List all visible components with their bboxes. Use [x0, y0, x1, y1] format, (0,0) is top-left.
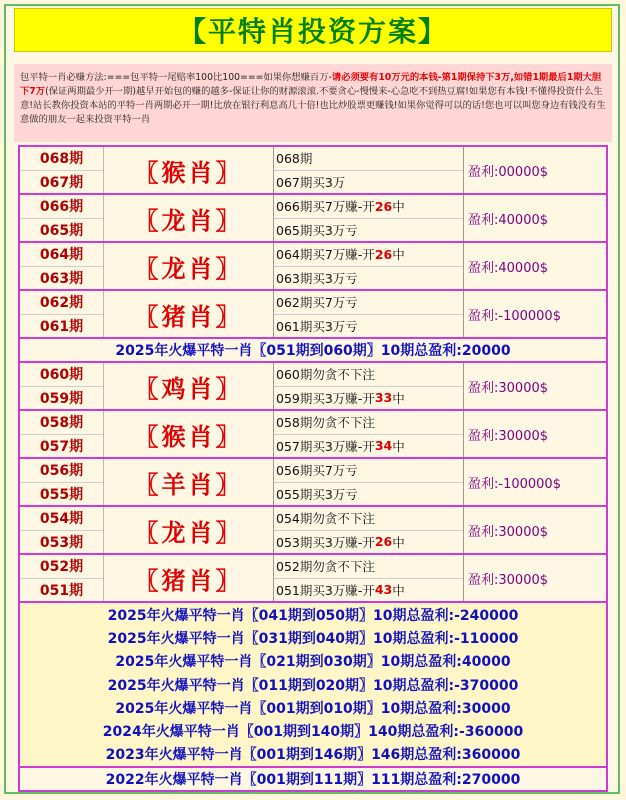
profit-value: 盈利:-100000$ [468, 476, 561, 492]
period-summary: 2025年火爆平特一肖〖051期到060期〗10期总盈利:20000 [20, 337, 606, 361]
period-label: 068期 [20, 147, 103, 171]
period-label: 065期 [39, 222, 84, 239]
history-summary: 2025年火爆平特一肖〖001期到010期〗10期总盈利:30000 [115, 700, 511, 717]
period-label: 067期 [39, 174, 84, 191]
profit-value: 盈利:00000$ [468, 164, 549, 180]
table-row [20, 457, 606, 505]
bet-line: 055期买3万亏 [276, 486, 358, 502]
table-row [20, 241, 606, 289]
history-summary: 2025年火爆平特一肖〖021期到030期〗10期总盈利:40000 [115, 654, 511, 671]
table-row [20, 361, 606, 409]
bet-line: 059期买3万赚-开 33 中 [276, 390, 405, 406]
period-label: 064期 [20, 243, 103, 267]
bet-line: 056期买7万亏 [274, 459, 463, 483]
history-summary: 2025年火爆平特一肖〖011期到020期〗10期总盈利:-370000 [107, 677, 519, 694]
zodiac-pick: 〖猪肖〗 [104, 291, 274, 337]
page-title: 【平特肖投资方案】 [14, 8, 612, 52]
history-summaries [20, 601, 606, 768]
zodiac-pick: 〖猴肖〗 [104, 147, 274, 193]
intro-text-part2: (保证两期最少开一期)越早开始包的赚的越多-保证让你的财源滚滚.不要贪心-慢慢来-心急吃不到热豆腐!如果您有本钱!不懂得投资什么生意!站长教你投资本站的平特一肖两期必开一期!比放在银行利息高几十倍!也比炒股票更赚钱!如果你觉得可以的话!您也可以叫您身边有钱没有生意做的朋友一起来投资平特一肖 [20, 86, 606, 125]
zodiac-pick: 〖羊肖〗 [104, 459, 274, 505]
period-label: 058期 [20, 411, 103, 435]
table-row [20, 409, 606, 457]
bet-line: 051期买3万赚-开 43 中 [276, 582, 405, 598]
zodiac-pick: 〖猴肖〗 [104, 411, 274, 457]
bet-line: 062期买7万亏 [274, 291, 463, 315]
period-label: 061期 [39, 318, 84, 335]
period-label: 053期 [39, 534, 84, 551]
profit-value: 盈利:-100000$ [468, 308, 561, 324]
period-label: 051期 [39, 582, 84, 599]
bet-line: 063期买3万亏 [276, 270, 358, 286]
bet-line: 068期 [274, 147, 463, 171]
profit-value: 盈利:30000$ [468, 428, 549, 444]
bet-line: 053期买3万赚-开 26 中 [276, 534, 405, 550]
period-label: 063期 [39, 270, 84, 287]
table-row [20, 289, 606, 337]
history-summary: 2025年火爆平特一肖〖041期到050期〗10期总盈利:-240000 [107, 607, 519, 624]
table-row [20, 193, 606, 241]
bet-line: 064期买7万赚-开 26 中 [274, 243, 463, 267]
zodiac-pick: 〖猪肖〗 [104, 555, 274, 601]
zodiac-pick: 〖龙肖〗 [104, 195, 274, 241]
bet-line: 058期勿贪不下注 [274, 411, 463, 435]
profit-value: 盈利:30000$ [468, 524, 549, 540]
period-label: 060期 [20, 363, 103, 387]
period-label: 052期 [20, 555, 103, 579]
table-row [20, 553, 606, 601]
history-summary: 2025年火爆平特一肖〖031期到040期〗10期总盈利:-110000 [107, 630, 519, 647]
bet-table [18, 145, 608, 792]
intro-text-part1: 包平特一肖必赚方法:===包平特一尾赔率100比100===如果你想赚百万- [20, 72, 332, 83]
period-label: 054期 [20, 507, 103, 531]
table-row [20, 505, 606, 553]
intro-highlight: 请必须要有10万元的本钱-第1期保持下3万,如错1期最后1期大胆下7万 [20, 72, 602, 97]
period-label: 056期 [20, 459, 103, 483]
history-summary: 2024年火爆平特一肖〖001期到140期〗140期总盈利:-360000 [102, 724, 524, 741]
bet-line: 061期买3万亏 [276, 318, 358, 334]
history-summary: 2023年火爆平特一肖〖001期到146期〗146期总盈利:360000 [105, 747, 521, 764]
zodiac-pick: 〖龙肖〗 [104, 243, 274, 289]
zodiac-pick: 〖龙肖〗 [104, 507, 274, 553]
profit-value: 盈利:30000$ [468, 572, 549, 588]
bet-line: 057期买3万赚-开 34 中 [276, 438, 405, 454]
bet-line: 054期勿贪不下注 [274, 507, 463, 531]
period-label: 055期 [39, 486, 84, 503]
period-label: 059期 [39, 390, 84, 407]
profit-value: 盈利:40000$ [468, 260, 549, 276]
period-label: 062期 [20, 291, 103, 315]
bet-line: 066期买7万赚-开 26 中 [274, 195, 463, 219]
period-label: 066期 [20, 195, 103, 219]
final-summary: 2022年火爆平特一肖〖001期到111期〗111期总盈利:270000 [20, 768, 606, 792]
profit-value: 盈利:30000$ [468, 380, 549, 396]
intro-text [14, 64, 612, 142]
profit-value: 盈利:40000$ [468, 212, 549, 228]
zodiac-pick: 〖鸡肖〗 [104, 363, 274, 409]
table-row [20, 145, 606, 193]
bet-line: 052期勿贪不下注 [274, 555, 463, 579]
bet-line: 065期买3万亏 [276, 222, 358, 238]
bet-line: 060期勿贪不下注 [274, 363, 463, 387]
bet-line: 067期买3万 [276, 174, 346, 190]
period-label: 057期 [39, 438, 84, 455]
